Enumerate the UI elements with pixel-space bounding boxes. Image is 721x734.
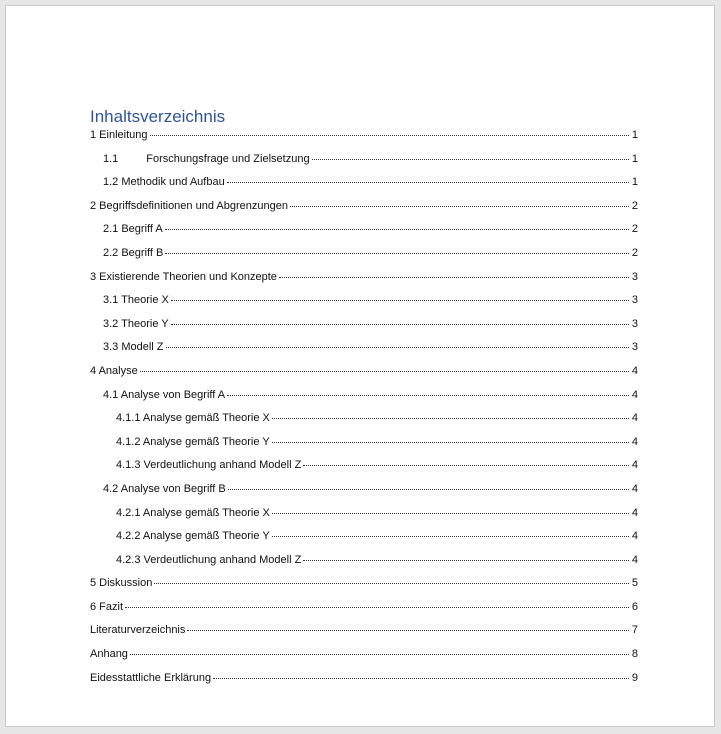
- toc-entry-anhang[interactable]: [90, 648, 638, 672]
- toc-entry-page: 5: [631, 577, 638, 590]
- toc-entry-label: 5 Diskussion: [90, 577, 153, 590]
- dot-leader: [150, 135, 630, 136]
- dot-leader: [130, 654, 629, 655]
- toc-entry-analyse-begriff-a[interactable]: [90, 389, 638, 413]
- toc-entry-page: 1: [631, 152, 638, 165]
- toc-entry-modell-z[interactable]: [90, 341, 638, 365]
- toc-entry-4-2-2[interactable]: [90, 530, 638, 554]
- toc-entry-page: 4: [631, 459, 638, 472]
- toc-entry-literaturverzeichnis[interactable]: [90, 624, 638, 648]
- dot-leader: [171, 324, 629, 325]
- toc-entry-4-1-2[interactable]: [90, 436, 638, 460]
- toc-entry-4-1-3[interactable]: [90, 459, 638, 483]
- toc-entry-label: 3.1 Theorie X: [103, 294, 169, 307]
- dot-leader: [165, 229, 629, 230]
- toc-entry-einleitung[interactable]: [90, 129, 638, 153]
- dot-leader: [272, 536, 629, 537]
- toc-entry-theorien[interactable]: [90, 271, 638, 295]
- toc-entry-label: 4.2.2 Analyse gemäß Theorie Y: [116, 530, 270, 543]
- toc-entry-label: 4.2.1 Analyse gemäß Theorie X: [116, 506, 270, 519]
- toc-entry-page: 1: [631, 176, 638, 189]
- toc-entry-label: 4 Analyse: [90, 364, 138, 377]
- toc-entry-analyse-begriff-b[interactable]: [90, 483, 638, 507]
- dot-leader: [213, 678, 629, 679]
- toc-entry-eidesstattliche-erklaerung[interactable]: [90, 672, 638, 696]
- toc-entry-page: 4: [631, 530, 638, 543]
- toc-entry-page: 3: [631, 341, 638, 354]
- dot-leader: [272, 418, 629, 419]
- table-of-contents: [90, 106, 638, 695]
- toc-entry-theorie-x[interactable]: [90, 294, 638, 318]
- toc-entry-page: 4: [631, 412, 638, 425]
- dot-leader: [272, 513, 629, 514]
- toc-entry-page: 4: [631, 506, 638, 519]
- dot-leader: [272, 442, 629, 443]
- toc-entry-page: 2: [631, 199, 638, 212]
- toc-entry-forschungsfrage[interactable]: [90, 153, 638, 177]
- toc-entry-fazit[interactable]: [90, 601, 638, 625]
- toc-entry-label: 4.2.3 Verdeutlichung anhand Modell Z: [116, 553, 302, 566]
- toc-entry-4-1-1[interactable]: [90, 412, 638, 436]
- toc-entry-page: 4: [631, 435, 638, 448]
- dot-leader: [227, 395, 629, 396]
- toc-entry-methodik[interactable]: [90, 176, 638, 200]
- toc-entry-label: Eidesstattliche Erklärung: [90, 671, 212, 684]
- toc-entry-label: 3 Existierende Theorien und Konzepte: [90, 270, 277, 283]
- toc-entry-label: 3.3 Modell Z: [103, 341, 164, 354]
- toc-entry-diskussion[interactable]: [90, 577, 638, 601]
- toc-entry-label: 2 Begriffsdefinitionen und Abgrenzungen: [90, 199, 288, 212]
- toc-entry-label: 2.2 Begriff B: [103, 246, 164, 259]
- toc-entry-label: 3.2 Theorie Y: [103, 317, 169, 330]
- toc-entry-page: 4: [631, 388, 638, 401]
- toc-entry-page: 1: [631, 129, 638, 141]
- toc-entry-page: 3: [631, 270, 638, 283]
- toc-entry-page: 3: [631, 317, 638, 330]
- toc-entry-begriffsdefinitionen[interactable]: [90, 200, 638, 224]
- toc-entry-label: 1.2 Methodik und Aufbau: [103, 176, 225, 189]
- toc-entry-label: 4.1 Analyse von Begriff A: [103, 388, 226, 401]
- toc-entry-analyse[interactable]: [90, 365, 638, 389]
- dot-leader: [166, 347, 629, 348]
- dot-leader: [154, 583, 629, 584]
- toc-entry-label: Literaturverzeichnis: [90, 624, 186, 637]
- toc-entry-page: 4: [631, 364, 638, 377]
- dot-leader: [165, 253, 629, 254]
- toc-entry-begriff-a[interactable]: [90, 223, 638, 247]
- toc-entry-page: 2: [631, 223, 638, 236]
- toc-entry-4-2-3[interactable]: [90, 554, 638, 578]
- dot-leader: [227, 182, 629, 183]
- toc-entry-begriff-b[interactable]: [90, 247, 638, 271]
- dot-leader: [290, 206, 629, 207]
- toc-entry-page: 4: [631, 553, 638, 566]
- toc-entry-page: 2: [631, 246, 638, 259]
- toc-entry-label: 1 Einleitung: [90, 129, 148, 141]
- toc-entry-label: Anhang: [90, 648, 128, 661]
- toc-entry-label: 2.1 Begriff A: [103, 223, 163, 236]
- dot-leader: [303, 465, 629, 466]
- dot-leader: [279, 277, 629, 278]
- dot-leader: [228, 489, 629, 490]
- toc-entry-label: Forschungsfrage und Zielsetzung: [146, 152, 310, 165]
- dot-leader: [312, 159, 629, 160]
- toc-entry-page: 3: [631, 294, 638, 307]
- dot-leader: [140, 371, 629, 372]
- toc-entry-4-2-1[interactable]: [90, 507, 638, 531]
- toc-entry-label: 4.1.2 Analyse gemäß Theorie Y: [116, 435, 270, 448]
- dot-leader: [303, 560, 629, 561]
- toc-entry-page: 8: [631, 648, 638, 661]
- toc-entry-label: 4.2 Analyse von Begriff B: [103, 482, 226, 495]
- toc-entry-label: 4.1.3 Verdeutlichung anhand Modell Z: [116, 459, 302, 472]
- toc-entry-label: 4.1.1 Analyse gemäß Theorie X: [116, 412, 270, 425]
- toc-entry-page: 9: [631, 671, 638, 684]
- toc-entry-page: 6: [631, 600, 638, 613]
- dot-leader: [125, 607, 629, 608]
- toc-entry-page: 7: [631, 624, 638, 637]
- toc-entry-number: 1.1: [103, 152, 119, 165]
- dot-leader: [187, 630, 629, 631]
- toc-title: Inhaltsverzeichnis: [90, 107, 226, 126]
- toc-entry-label: 6 Fazit: [90, 600, 124, 613]
- document-page: [5, 5, 715, 727]
- dot-leader: [171, 300, 629, 301]
- toc-entry-theorie-y[interactable]: [90, 318, 638, 342]
- toc-entry-page: 4: [631, 482, 638, 495]
